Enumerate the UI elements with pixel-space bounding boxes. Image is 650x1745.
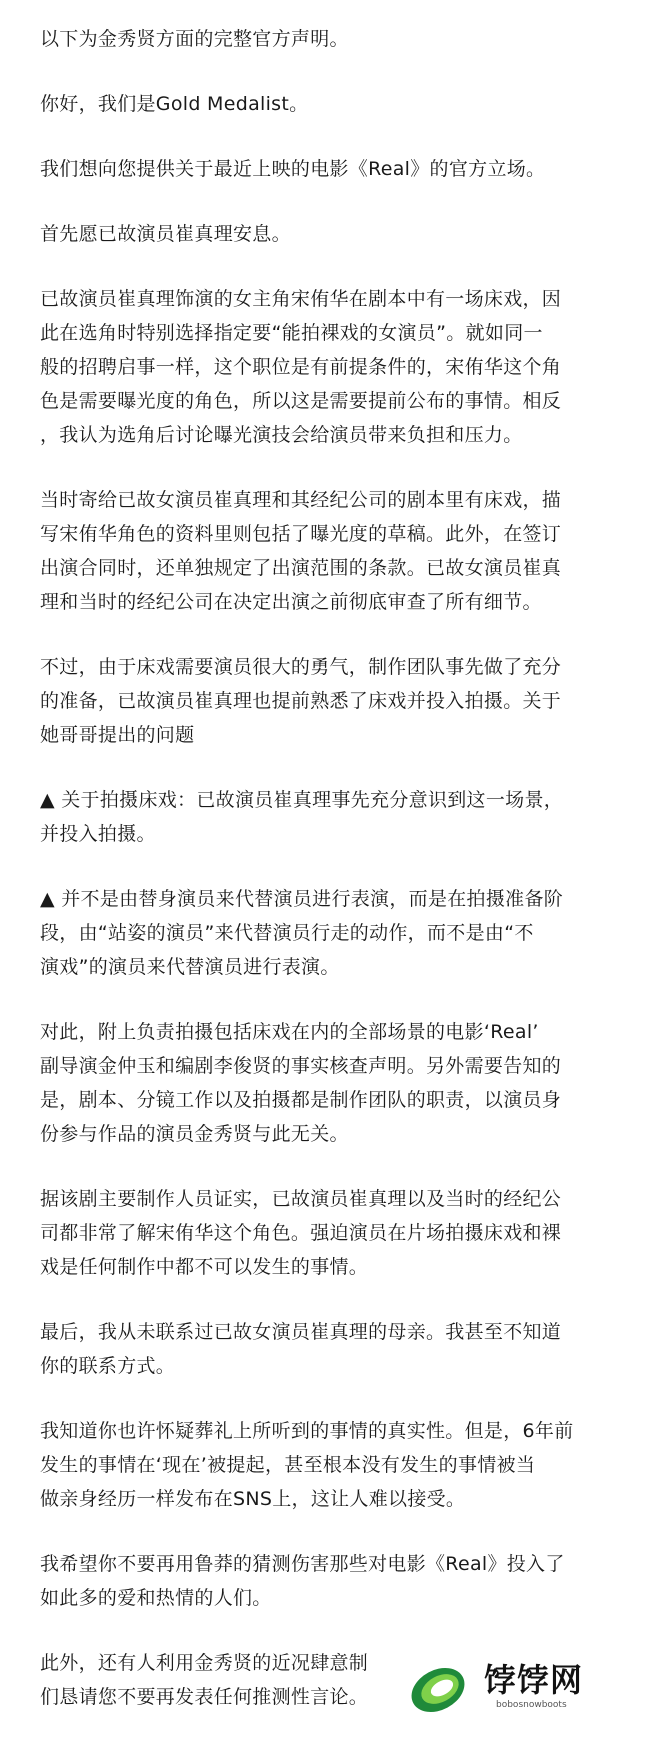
text-line: 你的联系方式。 bbox=[40, 1355, 176, 1377]
paragraph-casting bbox=[40, 282, 615, 452]
text-line: 我希望你不要再用鲁莽的猜测伤害那些对电影《Real》投入了 bbox=[40, 1553, 565, 1575]
text-line: 做亲身经历一样发布在SNS上，这让人难以接受。 bbox=[40, 1488, 466, 1510]
text-line: 演戏”的演员来代替演员进行表演。 bbox=[40, 956, 340, 978]
text-line: 并投入拍摄。 bbox=[40, 823, 156, 845]
paragraph-greeting bbox=[40, 87, 615, 121]
paragraph-funeral bbox=[40, 1414, 615, 1516]
text-line: 此在选角时特别选择指定要“能拍裸戏的女演员”。就如同一 bbox=[40, 322, 543, 344]
text-line: 的准备，已故演员崔真理也提前熟悉了床戏并投入拍摄。关于 bbox=[40, 690, 562, 712]
text-line: 最后，我从未联系过已故女演员崔真理的母亲。我甚至不知道 bbox=[40, 1321, 562, 1343]
paragraph-condolence bbox=[40, 217, 615, 251]
paragraph-bullet-filming bbox=[40, 783, 615, 851]
text-line: 们恳请您不要再发表任何推测性言论。 bbox=[40, 1686, 369, 1708]
text-line: 写宋侑华角色的资料里则包括了曝光度的草稿。此外，在签订 bbox=[40, 523, 562, 545]
watermark-subtitle: bobosnowboots bbox=[496, 1700, 567, 1710]
text-line: 理和当时的经纪公司在决定出演之前彻底审查了所有细节。 bbox=[40, 591, 542, 613]
text-line: 份参与作品的演员金秀贤与此无关。 bbox=[40, 1123, 349, 1145]
text-line: 戏是任何制作中都不可以发生的事情。 bbox=[40, 1256, 369, 1278]
text-line: 我们想向您提供关于最近上映的电影《Real》的官方立场。 bbox=[40, 158, 546, 180]
text-line: 她哥哥提出的问题 bbox=[40, 724, 195, 746]
text-line: 对此，附上负责拍摄包括床戏在内的全部场景的电影‘Real’ bbox=[40, 1021, 539, 1043]
statement-document bbox=[40, 22, 615, 1745]
text-line: 色是需要曝光度的角色，所以这是需要提前公布的事情。相反 bbox=[40, 390, 562, 412]
text-line: 般的招聘启事一样，这个职位是有前提条件的，宋侑华这个角 bbox=[40, 356, 562, 378]
text-line: 司都非常了解宋侑华这个角色。强迫演员在片场拍摄床戏和裸 bbox=[40, 1222, 562, 1244]
text-line: 段，由“站姿的演员”来代替演员行走的动作，而不是由“不 bbox=[40, 922, 534, 944]
paragraph-fact-check bbox=[40, 1015, 615, 1151]
text-line: 不过，由于床戏需要演员很大的勇气，制作团队事先做了充分 bbox=[40, 656, 562, 678]
text-line: 发生的事情在‘现在’被提起，甚至根本没有发生的事情被当 bbox=[40, 1454, 536, 1476]
text-line: 出演合同时，还单独规定了出演范围的条款。已故女演员崔真 bbox=[40, 557, 562, 579]
paragraph-preparation bbox=[40, 650, 615, 752]
site-watermark bbox=[400, 1658, 640, 1718]
text-line: 副导演金仲玉和编剧李俊贤的事实核查声明。另外需要告知的 bbox=[40, 1055, 562, 1077]
text-line: 我知道你也许怀疑葬礼上所听到的事情的真实性。但是，6年前 bbox=[40, 1420, 574, 1442]
paragraph-mother-contact bbox=[40, 1315, 615, 1383]
text-line: 此外，还有人利用金秀贤的近况肆意制 bbox=[40, 1652, 369, 1674]
text-line: 是，剧本、分镜工作以及拍摄都是制作团队的职责，以演员身 bbox=[40, 1089, 562, 1111]
text-line: 首先愿已故演员崔真理安息。 bbox=[40, 223, 291, 245]
text-line: ，我认为选角后讨论曝光演技会给演员带来负担和压力。 bbox=[40, 424, 523, 446]
text-line: 当时寄给已故女演员崔真理和其经纪公司的剧本里有床戏，描 bbox=[40, 489, 562, 511]
paragraph-script bbox=[40, 483, 615, 619]
text-line: 已故演员崔真理饰演的女主角宋侑华在剧本中有一场床戏，因 bbox=[40, 288, 562, 310]
paragraph-purpose bbox=[40, 152, 615, 186]
paragraph-staff-confirmation bbox=[40, 1182, 615, 1284]
text-line: 以下为金秀贤方面的完整官方声明。 bbox=[40, 28, 349, 50]
leaf-logo-icon bbox=[406, 1664, 470, 1714]
paragraph-bullet-stand-in bbox=[40, 882, 615, 984]
text-line: ▲ 并不是由替身演员来代替演员进行表演，而是在拍摄准备阶 bbox=[40, 888, 564, 910]
text-line: 你好，我们是Gold Medalist。 bbox=[40, 93, 309, 115]
text-line: 如此多的爱和热情的人们。 bbox=[40, 1587, 272, 1609]
watermark-title: 饽饽网 bbox=[484, 1661, 584, 1699]
text-line: ▲ 关于拍摄床戏：已故演员崔真理事先充分意识到这一场景， bbox=[40, 789, 564, 811]
paragraph-intro bbox=[40, 22, 615, 56]
paragraph-request bbox=[40, 1547, 615, 1615]
text-line: 据该剧主要制作人员证实，已故演员崔真理以及当时的经纪公 bbox=[40, 1188, 562, 1210]
